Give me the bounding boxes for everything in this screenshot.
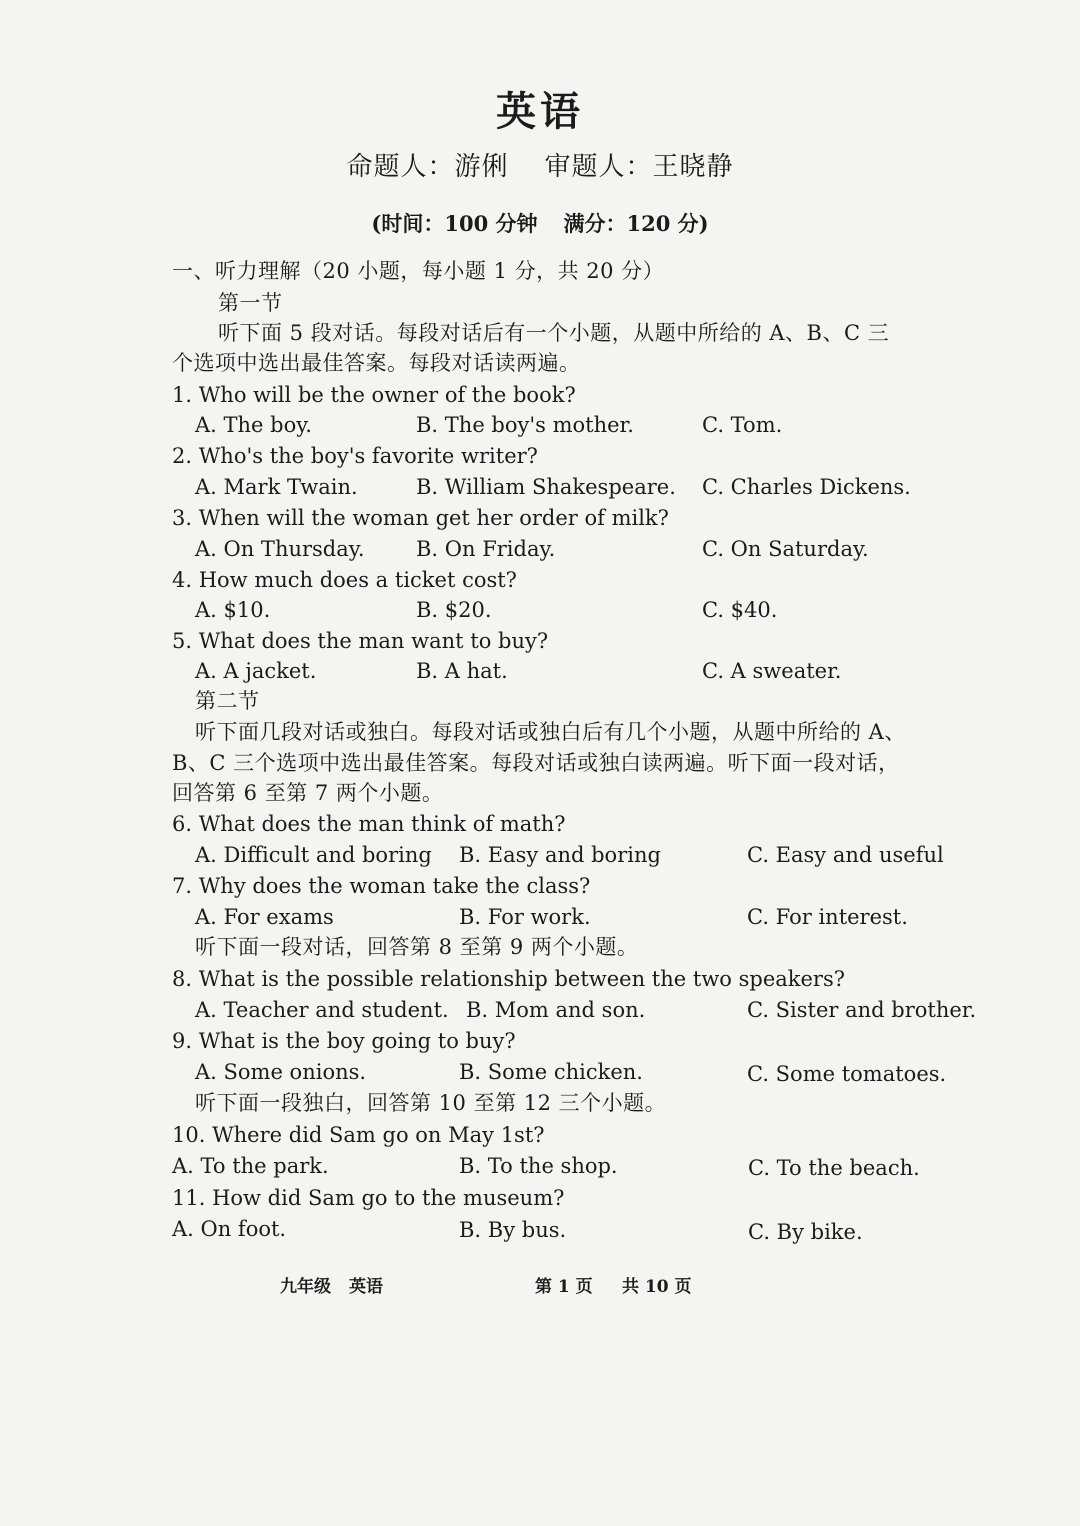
question-2: 2. Who's the boy's favorite writer? [172,444,538,468]
question-7: 7. Why does the woman take the class? [172,874,591,898]
q2-option-c: C. Charles Dickens. [702,475,911,499]
question-4: 4. How much does a ticket cost? [172,568,517,592]
part1-title: 第一节 [218,291,283,315]
question-6: 6. What does the man think of math? [172,812,566,836]
q5-option-a: A. A jacket. [195,659,317,683]
exam-time: (时间：100 分钟 [371,211,538,236]
q8-option-c: C. Sister and brother. [747,998,977,1022]
exam-score: 满分：120 分) [563,211,709,236]
q11-option-b: B. By bus. [459,1218,567,1242]
q1-option-a: A. The boy. [195,413,312,437]
q10-option-b: B. To the shop. [459,1154,618,1178]
part1-instructions-1: 听下面 5 段对话。每段对话后有一个小题，从题中所给的 A、B、C 三 [218,321,890,345]
q5-option-b: B. A hat. [416,659,508,683]
question-5: 5. What does the man want to buy? [172,629,549,653]
q11-option-a: A. On foot. [172,1217,287,1241]
footer-grade: 九年级 [280,1277,331,1297]
question-10: 10. Where did Sam go on May 1st? [172,1123,545,1147]
q6-option-c: C. Easy and useful [747,843,944,867]
q8-option-a: A. Teacher and student. [195,998,449,1022]
q2-option-b: B. William Shakespeare. [416,475,676,499]
part2-instructions-2: B、C 三个选项中选出最佳答案。每段对话或独白读两遍。听下面一段对话， [172,751,900,775]
question-9: 9. What is the boy going to buy? [172,1029,516,1053]
q10-option-a: A. To the park. [172,1154,329,1178]
q4-option-a: A. $10. [195,598,271,622]
section-heading: 一、听力理解（20 小题，每小题 1 分，共 20 分） [172,259,665,283]
q4-option-c: C. $40. [702,598,778,622]
q6-option-a: A. Difficult and boring [195,843,432,867]
footer-total-pages: 共 10 页 [622,1277,692,1297]
q5-option-c: C. A sweater. [702,659,842,683]
part2-title: 第二节 [195,689,260,713]
q7-option-a: A. For exams [195,905,334,929]
authors-line [0,146,1080,183]
part2-instructions-3: 回答第 6 至第 7 两个小题。 [172,781,444,805]
reviewer-name: 审题人：王晓静 [544,152,734,182]
question-3: 3. When will the woman get her order of milk? [172,506,669,530]
time-score-line [0,208,1080,238]
question-1: 1. Who will be the owner of the book? [172,383,576,407]
question-8: 8. What is the possible relationship between the two speakers? [172,967,846,991]
part1-instructions-2: 个选项中选出最佳答案。每段对话读两遍。 [172,351,581,375]
setter-name: 命题人：游俐 [346,152,509,182]
footer-page-number: 第 1 页 [535,1277,593,1297]
q10-option-c: C. To the beach. [748,1156,920,1180]
q9-option-a: A. Some onions. [195,1060,367,1084]
q1-option-b: B. The boy's mother. [416,413,634,437]
monologue-10-12-instruction: 听下面一段独白，回答第 10 至第 12 三个小题。 [195,1091,667,1115]
part2-instructions-1: 听下面几段对话或独白。每段对话或独白后有几个小题，从题中所给的 A、 [195,720,906,744]
q7-option-c: C. For interest. [747,905,908,929]
q3-option-c: C. On Saturday. [702,537,869,561]
q1-option-c: C. Tom. [702,413,783,437]
q8-option-b: B. Mom and son. [466,998,646,1022]
q4-option-b: B. $20. [416,598,492,622]
q9-option-c: C. Some tomatoes. [747,1062,947,1086]
question-11: 11. How did Sam go to the museum? [172,1186,565,1210]
footer-subject: 英语 [349,1277,383,1297]
q6-option-b: B. Easy and boring [459,843,661,867]
q2-option-a: A. Mark Twain. [195,475,358,499]
q3-option-a: A. On Thursday. [195,537,365,561]
dialogue-8-9-instruction: 听下面一段对话，回答第 8 至第 9 两个小题。 [195,935,639,959]
q7-option-b: B. For work. [459,905,591,929]
q11-option-c: C. By bike. [748,1220,863,1244]
q3-option-b: B. On Friday. [416,537,556,561]
q9-option-b: B. Some chicken. [459,1060,643,1084]
exam-title: 英语 [496,88,584,135]
